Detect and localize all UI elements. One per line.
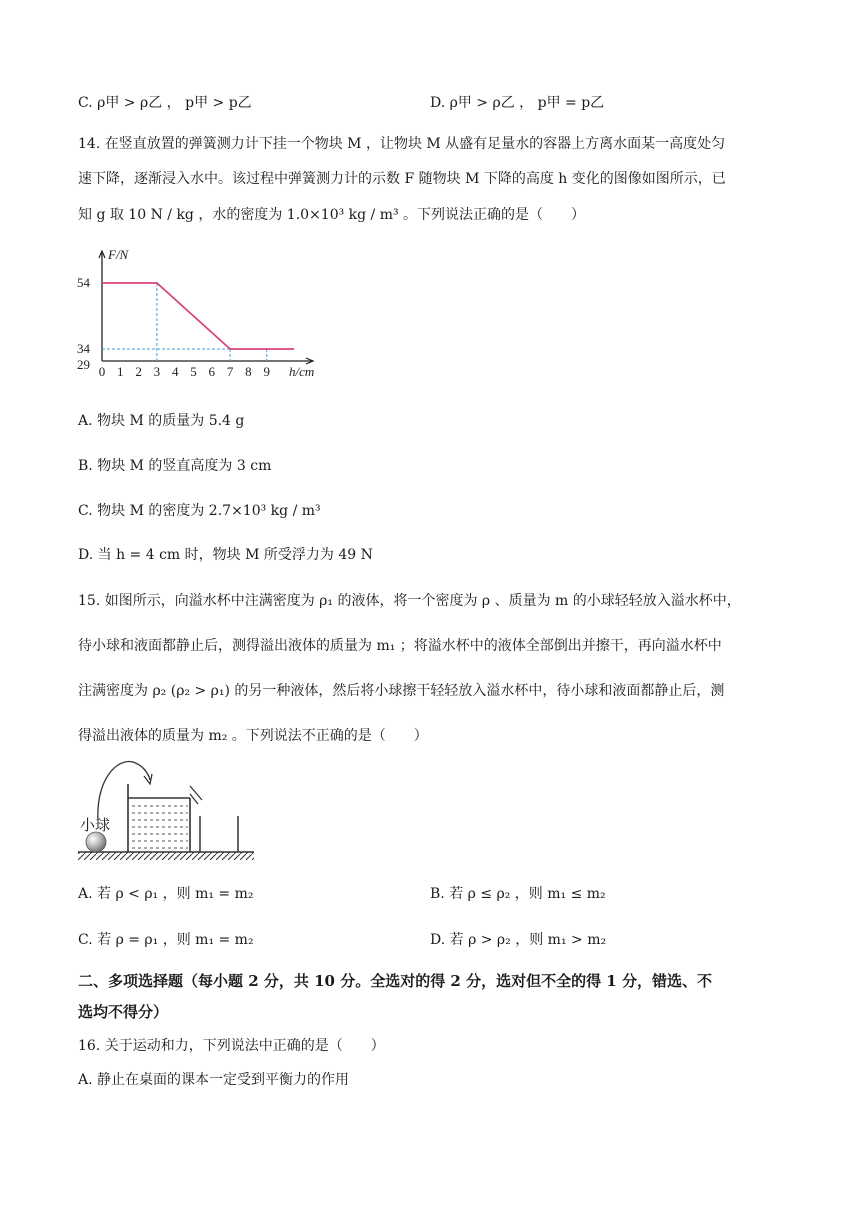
x-axis-label: h/cm xyxy=(289,364,315,379)
x-tick-label: 7 xyxy=(226,364,234,379)
q15-option-d: D. 若 ρ > ρ₂ ，则 m₁ > m₂ xyxy=(430,932,607,948)
ball xyxy=(86,832,106,852)
ground xyxy=(78,852,254,860)
q14-stem-line1: 14. 在竖直放置的弹簧测力计下挂一个物块 M ，让物块 M 从盛有足量水的容器上方离水面某一高度处匀 xyxy=(78,136,726,152)
y-tick-label: 34 xyxy=(77,341,90,356)
x-tick-label: 3 xyxy=(153,364,161,379)
spout-upper xyxy=(190,786,202,800)
q14-option-d: D. 当 h = 4 cm 时，物块 M 所受浮力为 49 N xyxy=(78,547,373,563)
chart-series xyxy=(102,283,294,349)
x-tick-label: 2 xyxy=(135,364,142,379)
force-height-chart xyxy=(75,243,325,391)
q15-option-b: B. 若 ρ ≤ ρ₂ ，则 m₁ ≤ m₂ xyxy=(430,886,606,902)
x-tick-label: 4 xyxy=(171,364,179,379)
q14-stem-line3: 知 g 取 10 N / kg ，水的密度为 1.0×10³ kg / m³ 。下列说法正确的是（ ） xyxy=(78,207,586,223)
q16-option-a: A. 静止在桌面的课本一定受到平衡力的作用 xyxy=(78,1072,350,1088)
spout-lower xyxy=(190,794,198,804)
x-tick-label: 5 xyxy=(190,364,197,379)
y-tick-label: 29 xyxy=(77,357,90,372)
q14-option-c: C. 物块 M 的密度为 2.7×10³ kg / m³ xyxy=(78,503,321,519)
section2-heading-line1: 二、多项选择题（每小题 2 分，共 10 分。全选对的得 2 分，选对但不全的得 1 分，错选、不 xyxy=(78,972,712,990)
q15-stem-line4: 得溢出液体的质量为 m₂ 。下列说法不正确的是（ ） xyxy=(78,728,428,744)
q13-option-d: D. ρ甲 > ρ乙 ， p甲 = p乙 xyxy=(430,95,605,111)
y-axis-label: F/N xyxy=(108,247,129,262)
x-tick-label: 0 xyxy=(98,364,106,379)
x-tick-label: 9 xyxy=(263,364,270,379)
q14-option-b: B. 物块 M 的竖直高度为 3 cm xyxy=(78,458,272,474)
q14-stem-line2: 速下降，逐渐浸入水中。该过程中弹簧测力计的示数 F 随物块 M 下降的高度 h 变化的图像如图所示，已 xyxy=(78,171,726,187)
y-tick-label: 54 xyxy=(77,275,90,290)
x-tick-label: 8 xyxy=(245,364,252,379)
section2-heading-line2: 选均不得分） xyxy=(78,1003,169,1021)
q15-stem-line2: 待小球和液面都静止后，测得溢出液体的质量为 m₁ ；将溢水杯中的液体全部倒出并擦干，再向溢水杯中 xyxy=(78,638,722,654)
x-tick-label: 6 xyxy=(208,364,216,379)
q15-option-c: C. 若 ρ = ρ₁ ，则 m₁ = m₂ xyxy=(78,932,254,948)
chart-axes xyxy=(99,251,313,364)
series-line-0 xyxy=(102,283,294,349)
ball-label: 小球 xyxy=(80,816,111,834)
q16-stem: 16. 关于运动和力，下列说法中正确的是（ ） xyxy=(78,1038,385,1054)
q15-stem-line3: 注满密度为 ρ₂ (ρ₂ > ρ₁) 的另一种液体，然后将小球擦干轻轻放入溢水杯中，待小球和液面都静止后，测 xyxy=(78,683,725,699)
overflow-cup-figure xyxy=(78,758,258,862)
q14-option-a: A. 物块 M 的质量为 5.4 g xyxy=(78,413,245,429)
chart-labels xyxy=(77,247,314,379)
x-tick-label: 1 xyxy=(117,364,124,379)
q13-option-c: C. ρ甲 > ρ乙 ， p甲 > p乙 xyxy=(78,95,252,111)
q15-option-a: A. 若 ρ < ρ₁ ，则 m₁ = m₂ xyxy=(78,886,254,902)
q15-stem-line1: 15. 如图所示，向溢水杯中注满密度为 ρ₁ 的液体，将一个密度为 ρ 、质量为 m 的小球轻轻放入溢水杯中， xyxy=(78,593,741,609)
liquid-dashes xyxy=(132,806,188,848)
drop-arrow xyxy=(98,761,150,820)
